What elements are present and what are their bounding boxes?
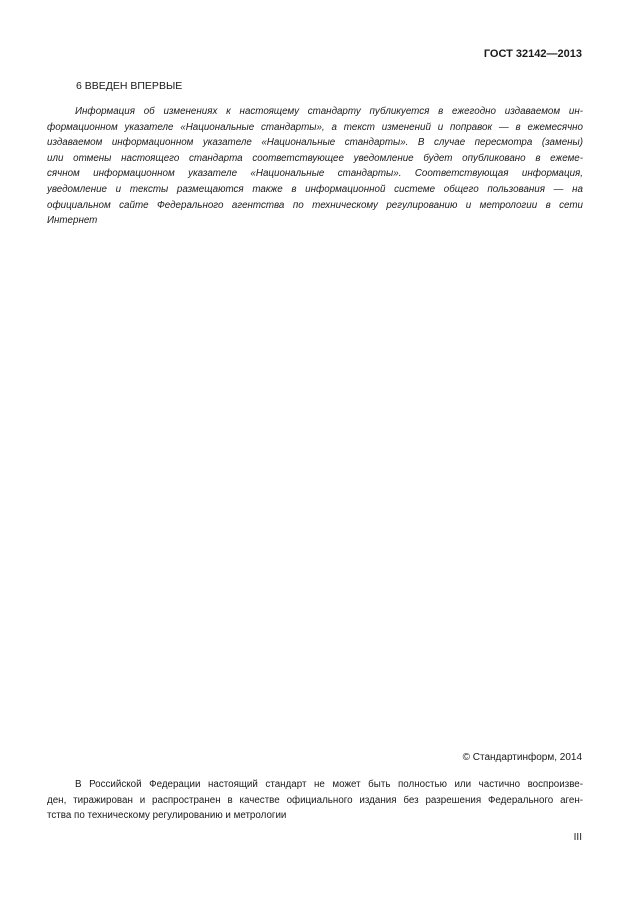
paragraph-line: формационном указателе «Национальные стандарты», а текст изменений и поправок — в ежемесячно bbox=[47, 121, 583, 133]
paragraph-line: ден, тиражирован и распространен в качестве официального издания без разрешения Федерального аген- bbox=[47, 794, 583, 806]
document-code-header: ГОСТ 32142—2013 bbox=[483, 48, 582, 60]
section-heading: 6 ВВЕДЕН ВПЕРВЫЕ bbox=[76, 80, 183, 92]
paragraph-line: тства по техническому регулированию и метрологии bbox=[47, 810, 287, 822]
paragraph-line: Информация об изменениях к настоящему стандарту публикуется в ежегодно издаваемом ин- bbox=[75, 106, 583, 117]
paragraph-line: официальном сайте Федерального агентства по техническому регулированию и метрологии в сети bbox=[47, 199, 583, 211]
page-number: III bbox=[573, 832, 582, 843]
info-paragraph bbox=[47, 104, 583, 229]
copyright-notice: © Стандартинформ, 2014 bbox=[462, 752, 582, 763]
paragraph-line: уведомление и тексты размещаются также в информационной системе общего пользования — на bbox=[47, 183, 583, 195]
rights-paragraph bbox=[47, 777, 583, 824]
paragraph-line: В Российской Федерации настоящий стандарт не может быть полностью или частично воспроизве- bbox=[75, 779, 583, 790]
paragraph-line: сячном информационном указателе «Национальные стандарты». Соответствующая информация, bbox=[47, 168, 583, 180]
paragraph-line: Интернет bbox=[47, 215, 98, 227]
paragraph-line: или отмены настоящего стандарта соответствующее уведомление будет опубликовано в ежеме- bbox=[47, 152, 583, 164]
paragraph-line: издаваемом информационном указателе «Национальные стандарты». В случае пересмотра (замены) bbox=[47, 137, 583, 149]
